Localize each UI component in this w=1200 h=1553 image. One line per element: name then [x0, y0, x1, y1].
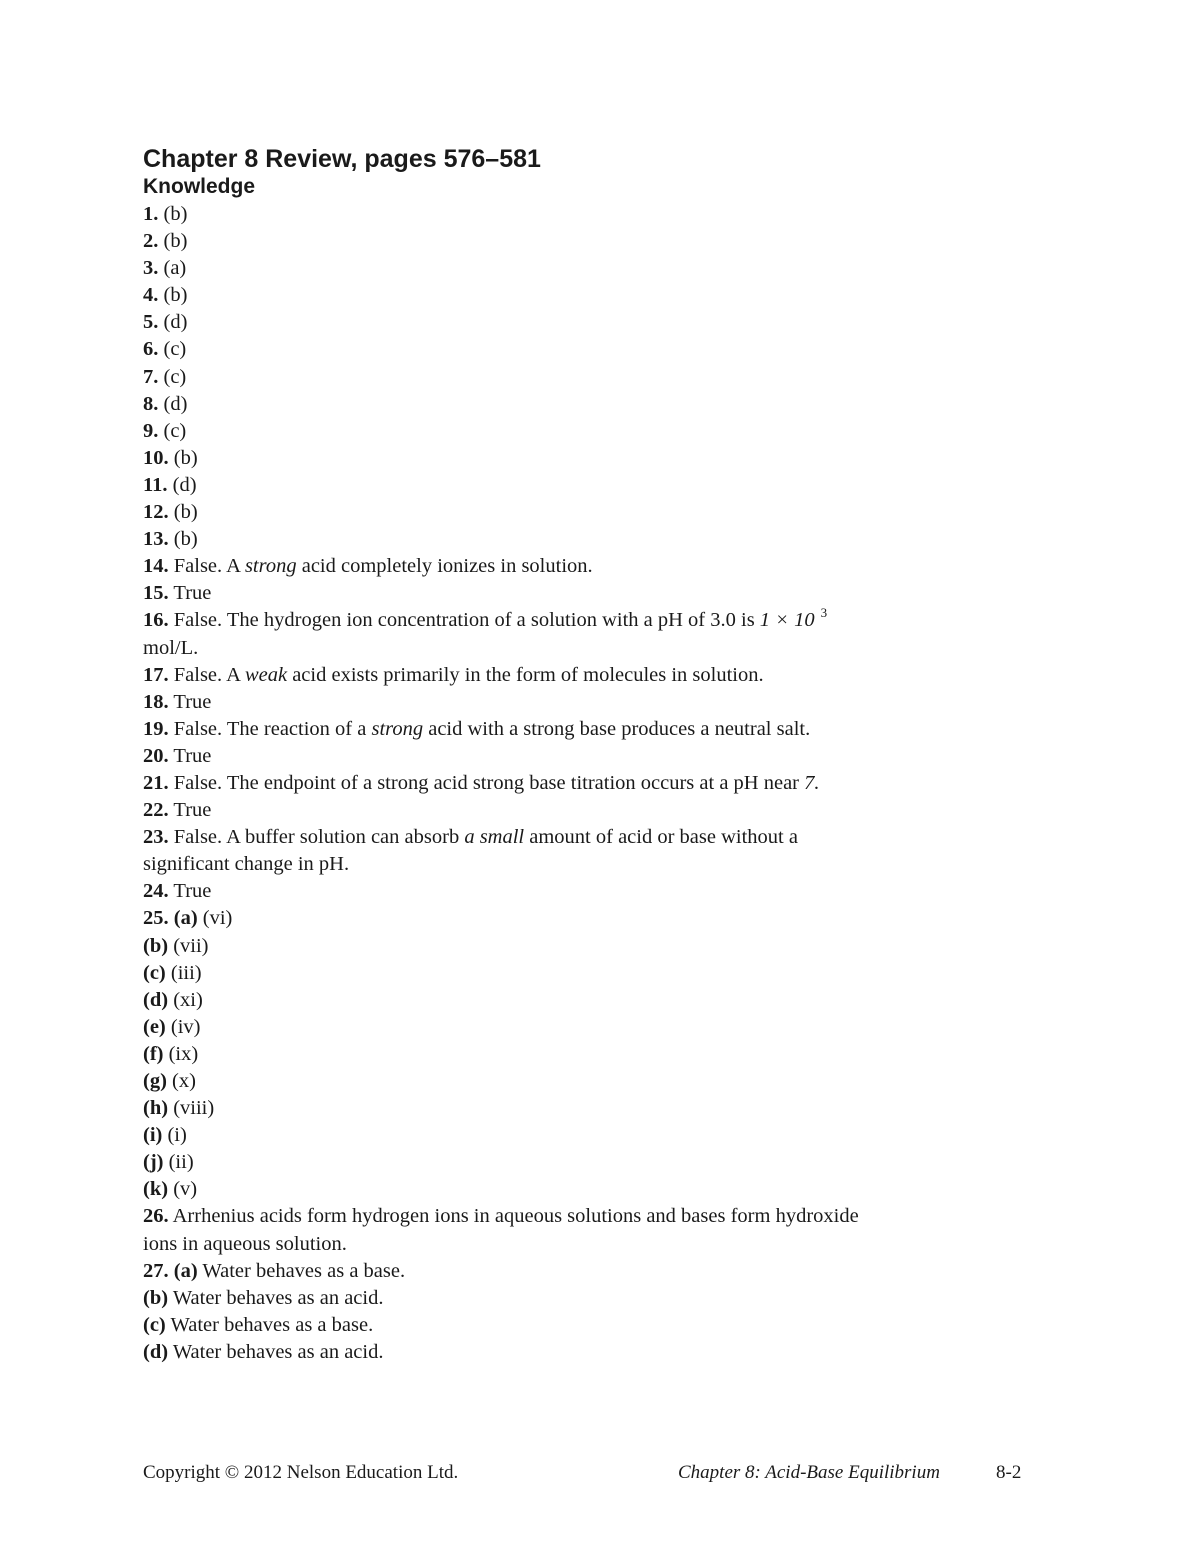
- answer-text: acid completely ionizes in solution.: [296, 555, 593, 578]
- sub-answer-text: (iv): [170, 1015, 201, 1038]
- sub-answer-label: (j): [143, 1151, 164, 1174]
- answer-text: False. A buffer solution can absorb: [173, 826, 465, 849]
- answer-number: 6.: [143, 338, 159, 361]
- answer-text: Arrhenius acids form hydrogen ions in aqueous solutions and bases form hydroxide: [172, 1205, 859, 1228]
- answer-text: (b): [173, 446, 198, 469]
- sub-answer-item: [143, 1068, 1003, 1095]
- answer-item: [143, 282, 1003, 309]
- answer-number: 3.: [143, 257, 159, 280]
- answer-text: amount of acid or base without a: [524, 826, 798, 849]
- sub-answer-label: (a): [173, 907, 198, 930]
- section-heading: Knowledge: [143, 175, 256, 198]
- answer-text: False. A: [173, 663, 245, 686]
- answer-number: 9.: [143, 419, 159, 442]
- emphasis-text: weak: [244, 663, 288, 686]
- sub-answer-text: (vi): [202, 907, 233, 930]
- emphasis-text: 7.: [804, 771, 820, 794]
- answer-number: 17.: [143, 663, 169, 686]
- answer-item: [143, 228, 1003, 255]
- answer-item: [143, 716, 1003, 743]
- answer-text: (d): [163, 392, 188, 415]
- sub-answer-label: (k): [143, 1178, 169, 1201]
- answer-text: True: [173, 690, 212, 713]
- sub-answer-item: [143, 987, 1003, 1014]
- emphasis-text: a small: [464, 826, 525, 849]
- answer-item: [143, 607, 1003, 634]
- answer-item: [143, 689, 1003, 716]
- footer-page-number: 8-2: [996, 1462, 1022, 1483]
- answer-number: 25.: [143, 907, 169, 930]
- answer-number: 2.: [143, 230, 159, 253]
- answer-continuation: mol/L.: [143, 636, 199, 659]
- answer-item: [143, 743, 1003, 770]
- answer-list: [143, 201, 1003, 1366]
- answer-item: [143, 418, 1003, 445]
- answer-number: 12.: [143, 501, 169, 524]
- sub-answer-text: (iii): [170, 961, 202, 984]
- answer-continuation: significant change in pH.: [143, 853, 350, 876]
- answer-item: [143, 1203, 1003, 1230]
- answer-item: [143, 445, 1003, 472]
- answer-item: [143, 770, 1003, 797]
- answer-text: True: [173, 799, 212, 822]
- answer-continuation: ions in aqueous solution.: [143, 1232, 347, 1255]
- answer-item: [143, 553, 1003, 580]
- answer-number: 26.: [143, 1205, 169, 1228]
- sub-answer-item: [143, 1339, 1003, 1366]
- answer-number: 22.: [143, 799, 169, 822]
- answer-text: (d): [172, 473, 197, 496]
- answer-number: 1.: [143, 203, 159, 225]
- answer-item: [143, 824, 1003, 851]
- answer-item: [143, 499, 1003, 526]
- page-title: Chapter 8 Review, pages 576–581: [143, 145, 541, 173]
- sub-answer-item: [143, 1041, 1003, 1068]
- answer-item: [143, 878, 1003, 905]
- answer-text: False. The endpoint of a strong acid strong base titration occurs at a pH near: [173, 771, 805, 794]
- answer-text: False. A: [173, 555, 245, 578]
- sub-answer-item: [143, 933, 1003, 960]
- answer-number: 5.: [143, 311, 159, 334]
- answer-item: [143, 1258, 1003, 1285]
- sub-answer-text: Water behaves as an acid.: [172, 1340, 384, 1363]
- answer-number: 23.: [143, 826, 169, 849]
- sub-answer-item: [143, 1014, 1003, 1041]
- answer-text: (c): [163, 419, 187, 442]
- sub-answer-text: (ix): [168, 1042, 199, 1065]
- answer-text: (b): [163, 284, 188, 307]
- answer-item: [143, 797, 1003, 824]
- answer-text: (b): [173, 528, 198, 551]
- sub-answer-text: (vii): [173, 934, 209, 957]
- answer-item: [143, 201, 1003, 228]
- sub-answer-item: [143, 1095, 1003, 1122]
- exponent-text: 3: [820, 605, 828, 621]
- sub-answer-text: Water behaves as a base.: [170, 1313, 374, 1336]
- sub-answer-text: (xi): [173, 988, 203, 1011]
- sub-answer-text: Water behaves as an acid.: [172, 1286, 384, 1309]
- sub-answer-label: (c): [143, 961, 166, 984]
- sub-answer-item: [143, 1149, 1003, 1176]
- sub-answer-item: [143, 1122, 1003, 1149]
- answer-number: 19.: [143, 717, 169, 740]
- answer-text: True: [173, 880, 212, 903]
- answer-text: (c): [163, 338, 187, 361]
- answer-number: 20.: [143, 744, 169, 767]
- sub-answer-label: (b): [143, 1286, 169, 1309]
- answer-number: 4.: [143, 284, 159, 307]
- sub-answer-label: (h): [143, 1097, 169, 1120]
- answer-item: [143, 905, 1003, 932]
- page-footer: [143, 1460, 1023, 1486]
- sub-answer-item: [143, 1176, 1003, 1203]
- emphasis-text: strong: [371, 717, 424, 740]
- answer-number: 14.: [143, 555, 169, 578]
- sub-answer-label: (i): [143, 1124, 163, 1147]
- answer-item: [143, 336, 1003, 363]
- sub-answer-label: (d): [143, 988, 169, 1011]
- answer-text: (d): [163, 311, 188, 334]
- answer-number: 10.: [143, 446, 169, 469]
- sub-answer-label: (c): [143, 1313, 166, 1336]
- answer-text: (b): [163, 203, 188, 225]
- sub-answer-item: [143, 960, 1003, 987]
- answer-number: 21.: [143, 771, 169, 794]
- answer-text: (a): [163, 257, 187, 280]
- answer-number: 7.: [143, 365, 159, 388]
- sub-answer-item: [143, 1312, 1003, 1339]
- answer-item: [143, 526, 1003, 553]
- answer-item: [143, 255, 1003, 282]
- answer-item: [143, 391, 1003, 418]
- answer-number: 24.: [143, 880, 169, 903]
- sub-answer-text: (i): [167, 1124, 187, 1147]
- answer-text: True: [173, 582, 212, 605]
- sub-answer-label: (b): [143, 934, 169, 957]
- sub-answer-text: Water behaves as a base.: [202, 1259, 406, 1282]
- answer-number: 8.: [143, 392, 159, 415]
- answer-text: True: [173, 744, 212, 767]
- sub-answer-label: (d): [143, 1340, 169, 1363]
- sub-answer-label: (f): [143, 1042, 164, 1065]
- footer-copyright: Copyright © 2012 Nelson Education Ltd.: [143, 1462, 459, 1483]
- sub-answer-text: (v): [173, 1178, 198, 1201]
- answer-text: (c): [163, 365, 187, 388]
- emphasis-text: 1 × 10: [759, 609, 815, 632]
- sub-answer-label: (a): [173, 1259, 198, 1282]
- sub-answer-item: [143, 1285, 1003, 1312]
- answer-number: 18.: [143, 690, 169, 713]
- answer-text: acid with a strong base produces a neutral salt.: [423, 717, 811, 740]
- sub-answer-text: (ii): [168, 1151, 194, 1174]
- answer-text: False. The reaction of a: [173, 717, 372, 740]
- answer-number: 27.: [143, 1259, 169, 1282]
- answer-text: False. The hydrogen ion concentration of a solution with a pH of 3.0 is: [173, 609, 760, 632]
- answer-number: 16.: [143, 609, 169, 632]
- answer-item: [143, 472, 1003, 499]
- answer-text: (b): [173, 501, 198, 524]
- answer-text: (b): [163, 230, 188, 253]
- answer-text: acid exists primarily in the form of molecules in solution.: [287, 663, 764, 686]
- answer-item: [143, 580, 1003, 607]
- emphasis-text: strong: [244, 555, 297, 578]
- answer-item: [143, 309, 1003, 336]
- answer-number: 15.: [143, 582, 169, 605]
- answer-number: 11.: [143, 473, 168, 496]
- answer-item: [143, 364, 1003, 391]
- sub-answer-label: (e): [143, 1015, 166, 1038]
- answer-item: [143, 662, 1003, 689]
- sub-answer-label: (g): [143, 1070, 167, 1092]
- answer-number: 13.: [143, 528, 169, 551]
- sub-answer-text: (viii): [173, 1097, 215, 1120]
- footer-chapter-title: Chapter 8: Acid-Base Equilibrium: [678, 1462, 940, 1483]
- sub-answer-text: (x): [172, 1070, 196, 1092]
